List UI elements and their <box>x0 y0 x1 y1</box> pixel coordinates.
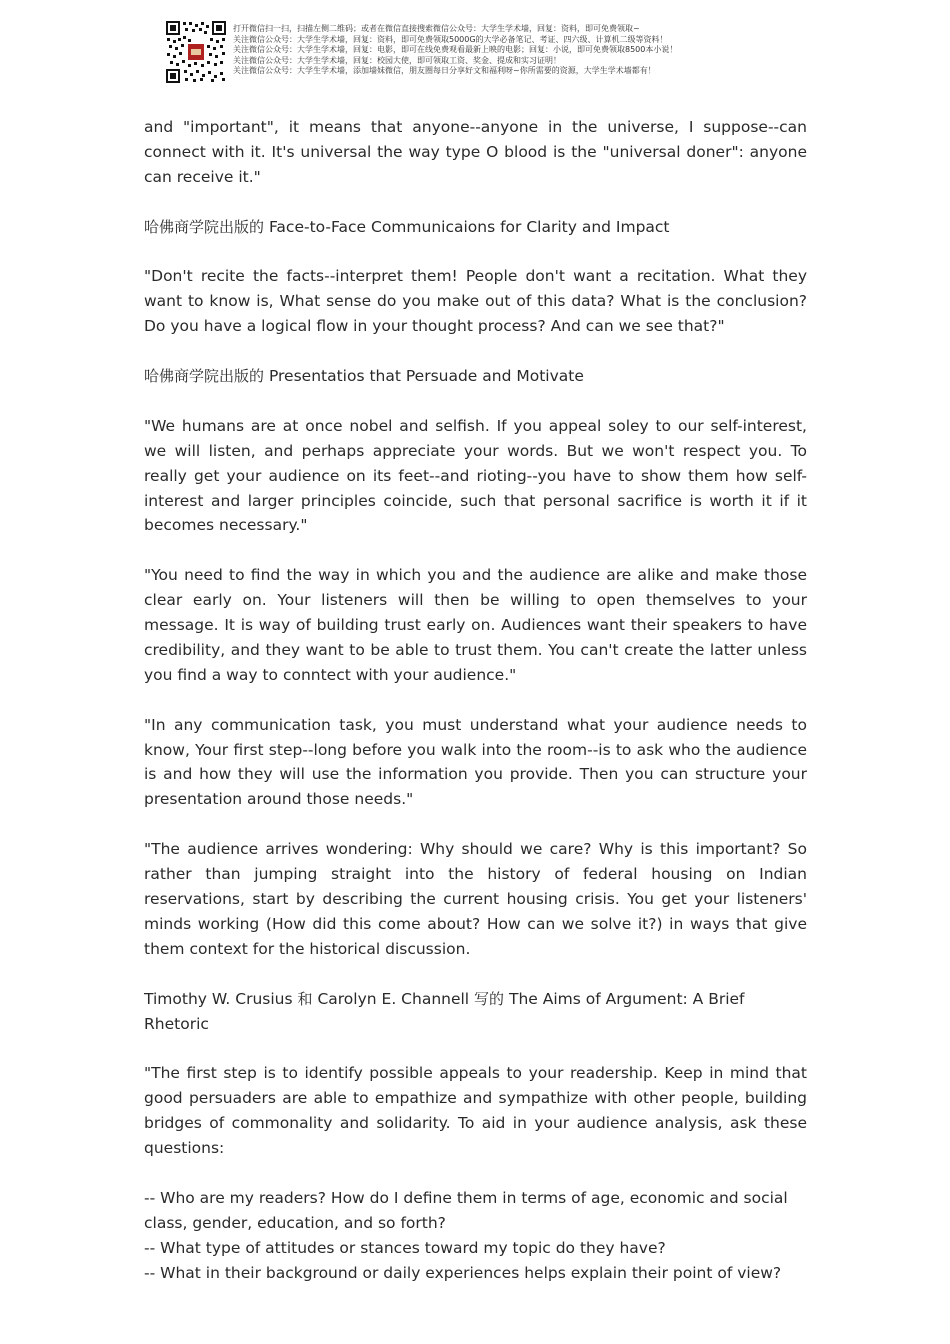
list-item: -- What type of attitudes or stances toward my topic do they have? <box>144 1238 666 1257</box>
list-item: -- Who are my readers? How do I define them in terms of age, economic and social class, gender, education, and so forth? <box>144 1188 788 1232</box>
citation-title: Presentatios that Persuade and Motivate <box>264 367 584 386</box>
document-body <box>144 115 807 1285</box>
source-citation <box>144 364 807 389</box>
citation-author: Carolyn E. Channell <box>312 989 475 1008</box>
paragraph: "Don't recite the facts--interpret them! People don't want a recitation. What they want to know is, What sense do you make out of this data? What is the conclusion? Do you have a logical flow in your thought process? And can we see that?" <box>144 267 807 336</box>
paragraph: "You need to find the way in which you and the audience are alike and make those clear early on. Your listeners will then be willing to open themselves to your message. It is way of building trust early on. Audiences want their speakers to have credibility, and they want to be able to trust them. You can't create the latter unless you find a way to conntect with your audience." <box>144 566 807 684</box>
paragraph: "In any communication task, you must understand what your audience needs to know, Your first step--long before you walk into the room--is to ask who the audience is and how they will use the information you provide. Then you can structure your presentation around those needs." <box>144 715 807 809</box>
qr-code-image <box>165 20 227 84</box>
citation-author: Timothy W. Crusius <box>144 989 298 1008</box>
paragraph: and "important", it means that anyone--anyone in the universe, I suppose--can connect with it. It's universal the way type O blood is the "universal doner": anyone can receive it." <box>144 118 807 186</box>
paragraph: "The first step is to identify possible appeals to your readership. Keep in mind that good persuaders are able to empathize and sympathize with other people, building bridges of commonality and solidarity. To aid in your audience analysis, ask these questions: <box>144 1064 807 1158</box>
citation-publisher: 哈佛商学院出版的 <box>144 367 265 386</box>
promo-text-block <box>233 24 813 77</box>
citation-conjunction: 和 <box>297 989 313 1008</box>
promo-line: 打开微信扫一扫，扫描左侧二维码；或者在微信直接搜索微信公众号：大学生学术墙，回复：资料，即可免费领取~ <box>233 24 640 33</box>
list-item: -- What in their background or daily experiences helps explain their point of view? <box>144 1263 782 1282</box>
promo-line: 关注微信公众号：大学生学术墙，回复：资料，即可免费领取5000G的大学必备笔记、考证、四六级、计算机二级等资料！ <box>233 34 668 44</box>
citation-title: Face-to-Face Communicaions for Clarity and Impact <box>264 217 670 236</box>
source-citation <box>144 987 807 1037</box>
wechat-promo-header <box>165 20 805 86</box>
paragraph: "We humans are at once nobel and selfish. If you appeal soley to our self-interest, we will listen, and perhaps appreciate your words. But we won't respect you. To really get your audience on its feet--and rioting--you have to show them how self-interest and larger principles coincide, such that personal sacrifice is worth it if it becomes necessary." <box>144 416 807 535</box>
promo-line: 关注微信公众号：大学生学术墙，回复：校园大使，即可领取工资、奖金、提成和实习证明！ <box>233 55 561 65</box>
promo-line: 关注微信公众号：大学生学术墙，回复：电影，即可在线免费观看最新上映的电影；回复：小说，即可免费领取8500本小说！ <box>233 45 678 55</box>
promo-line: 关注微信公众号：大学生学术墙，添加墙妹微信，朋友圈每日分享好文和福利呀~你所需要的资源，大学生学术墙都有！ <box>233 66 656 76</box>
source-citation <box>144 215 807 240</box>
citation-publisher: 哈佛商学院出版的 <box>144 217 265 236</box>
paragraph: "The audience arrives wondering: Why should we care? Why is this important? So rather than jumping straight into the history of federal housing on Indian reservations, start by describing the current housing crisis. You get your listeners' minds working (How did this come about? How can we solve it?) in ways that give them context for the historical discussion. <box>144 840 807 958</box>
citation-verb: 写的 <box>474 989 505 1008</box>
citation-title: The Aims of Argument: A Brief Rhetoric <box>144 989 745 1033</box>
